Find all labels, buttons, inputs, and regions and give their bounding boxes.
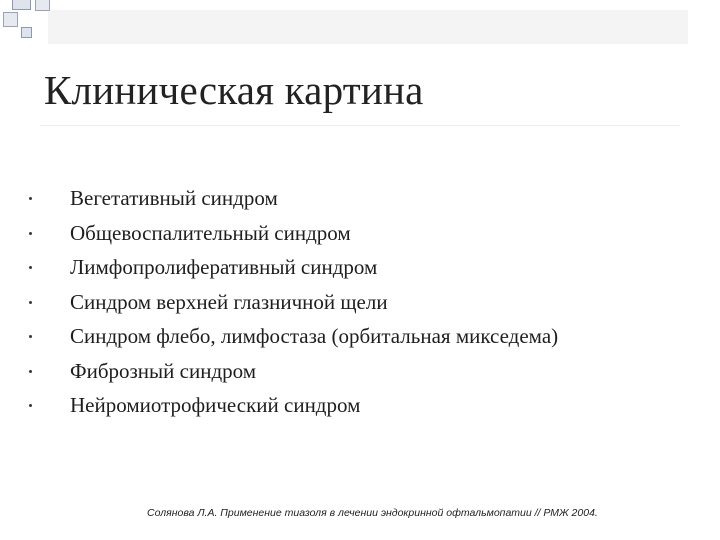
bullet-dot-icon [29,232,32,235]
bullet-text: Фиброзный синдром [70,358,257,383]
source-footnote: Солянова Л.А. Применение тиазоля в лечении эндокринной офтальмопатии // РМЖ 2004. [147,507,598,519]
corner-square-left [4,13,18,27]
bullet-dot-icon [29,301,32,304]
bullet-text: Лимфопролиферативный синдром [70,255,378,279]
bullet-dot-icon [29,197,32,200]
bullet-item [26,319,558,354]
bullet-dot-icon [29,404,32,407]
bullet-dot-icon [29,266,32,269]
corner-square-top-right [36,0,50,11]
bullet-dot-icon [29,335,32,338]
bullet-text: Вегетативный синдром [70,186,278,210]
corner-square-top-left [13,0,31,10]
bullet-list [26,181,558,423]
bullet-dot-icon [29,370,32,373]
bullet-text: Общевоспалительный синдром [70,220,351,245]
bullet-item [26,354,558,389]
bullet-item [26,285,558,320]
bullet-item [26,250,558,285]
bullet-text: Синдром флебо, лимфостаза (орбитальная микседема) [70,324,559,348]
bullet-item [26,216,558,251]
bullet-item [26,181,558,216]
header-decoration [0,0,720,60]
bullet-text: Нейромиотрофический синдром [70,393,361,417]
slide-title: Клиническая картина [44,67,424,113]
bullet-text: Синдром верхней глазничной щели [70,289,388,314]
title-divider [40,125,680,126]
bullet-item [26,388,558,423]
corner-square-bottom [22,28,32,38]
corner-squares [4,0,50,38]
header-band [48,10,688,44]
